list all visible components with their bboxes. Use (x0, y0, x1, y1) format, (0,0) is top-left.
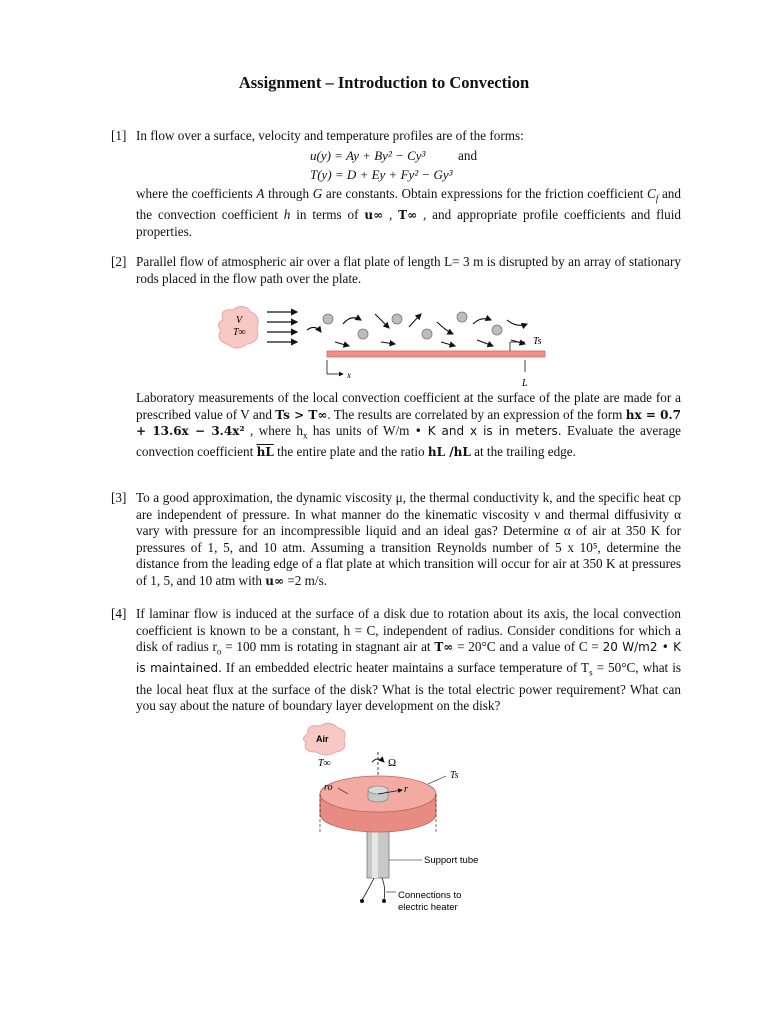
velocity-profile-equation: u(y) = Ay + By² − Cy³ (310, 148, 426, 163)
outer-radius-label: ro (324, 782, 333, 793)
connections-label-line2: electric heater (398, 902, 458, 913)
disk-surface-temp-label: Ts (450, 770, 459, 781)
flat-plate (327, 351, 545, 357)
question-2-intro: Parallel flow of atmospheric air over a flat plate of length L= 3 m is disrupted by an array of stationary rods placed in the flow path over the plate. (136, 254, 681, 286)
freestream-temp-label: T∞ (233, 327, 246, 338)
question-number: [3] (111, 490, 127, 505)
length-label: L (522, 378, 528, 389)
radius-label: r (404, 784, 408, 795)
question-2 (111, 254, 681, 287)
question-1-intro: In flow over a surface, velocity and temperature profiles are of the forms: (136, 128, 524, 143)
question-number: [1] (111, 128, 127, 143)
velocity-label: V (236, 315, 243, 326)
flat-plate-rods-figure (215, 302, 555, 392)
temperature-profile-equation: T(y) = D + Ey + Fy² − Gy³ (310, 167, 453, 182)
ambient-temp-label: T∞ (318, 758, 331, 769)
question-number: [4] (111, 606, 127, 621)
question-2-text: Laboratory measurements of the local convection coefficient at the surface of the plate are made for a prescribed value of V and Ts > T∞. The results are correlated by an expression of the form hx = 0.7 + 13.6x − 3.4x² , where $h_x$ has units of W/m • K and x is in meters. Evaluate the average convection coefficient $\overline{hL}$ the entire plate and the ratio hL /hL at the trailing edge. (136, 390, 682, 460)
question-3 (111, 490, 681, 590)
equation-and: and (458, 148, 478, 163)
page-title: Assignment – Introduction to Convection (238, 73, 530, 92)
support-tube-label: Support tube (424, 855, 479, 866)
connections-label-line1: Connections to (398, 890, 462, 901)
question-4 (111, 606, 681, 715)
rods (323, 312, 502, 339)
surface-temp-label: Ts (533, 336, 542, 347)
question-1-body (111, 186, 681, 240)
question-1 (111, 128, 681, 145)
question-number: [2] (111, 254, 127, 269)
air-label: Air (316, 734, 329, 744)
x-axis-label: x (347, 370, 351, 380)
question-2-body (111, 390, 681, 461)
question-3-text: To a good approximation, the dynamic viscosity μ, the thermal conductivity k, and the specific heat cp are independent of pressure. In what manner do the kinematic viscosity ν and thermal diffusivity α vary with pressure for an incompressible liquid and an ideal gas? Determine α of air at 350 K for pressures of 1, 5, and 10 atm. Assuming a transition Reynolds number of 5 x 10⁵, determine the distance from the leading edge of a flat plate at which transition will occur for air at 350 K at pressures of 1, 5, and 10 atm with u∞ =2 m/s. (136, 490, 681, 588)
rotating-disk-figure (300, 722, 500, 922)
question-1-text: where the coefficients A through G are constants. Obtain expressions for the friction coefficient $C_f$ and the convection coefficient h in terms of u∞ , T∞ , and appropriate profile coefficients and fluid properties. (136, 186, 681, 239)
omega-label: Ω (388, 757, 397, 769)
question-4-text: If laminar flow is induced at the surface of a disk due to rotation about its axis, the local convection coefficient is known to be a constant, h = C, independent of radius. Consider conditions for which a disk of radius $r_o = 100$ mm is rotating in stagnant air at T∞ = 20°C and a value of C = 20 W/m2 • K is maintained. If an embedded electric heater maintains a surface temperature of $T_s = 50^\circ C$, what is the local heat flux at the surface of the disk? What is the total electric power requirement? What can you say about the nature of boundary layer development on the disk? (136, 606, 681, 714)
